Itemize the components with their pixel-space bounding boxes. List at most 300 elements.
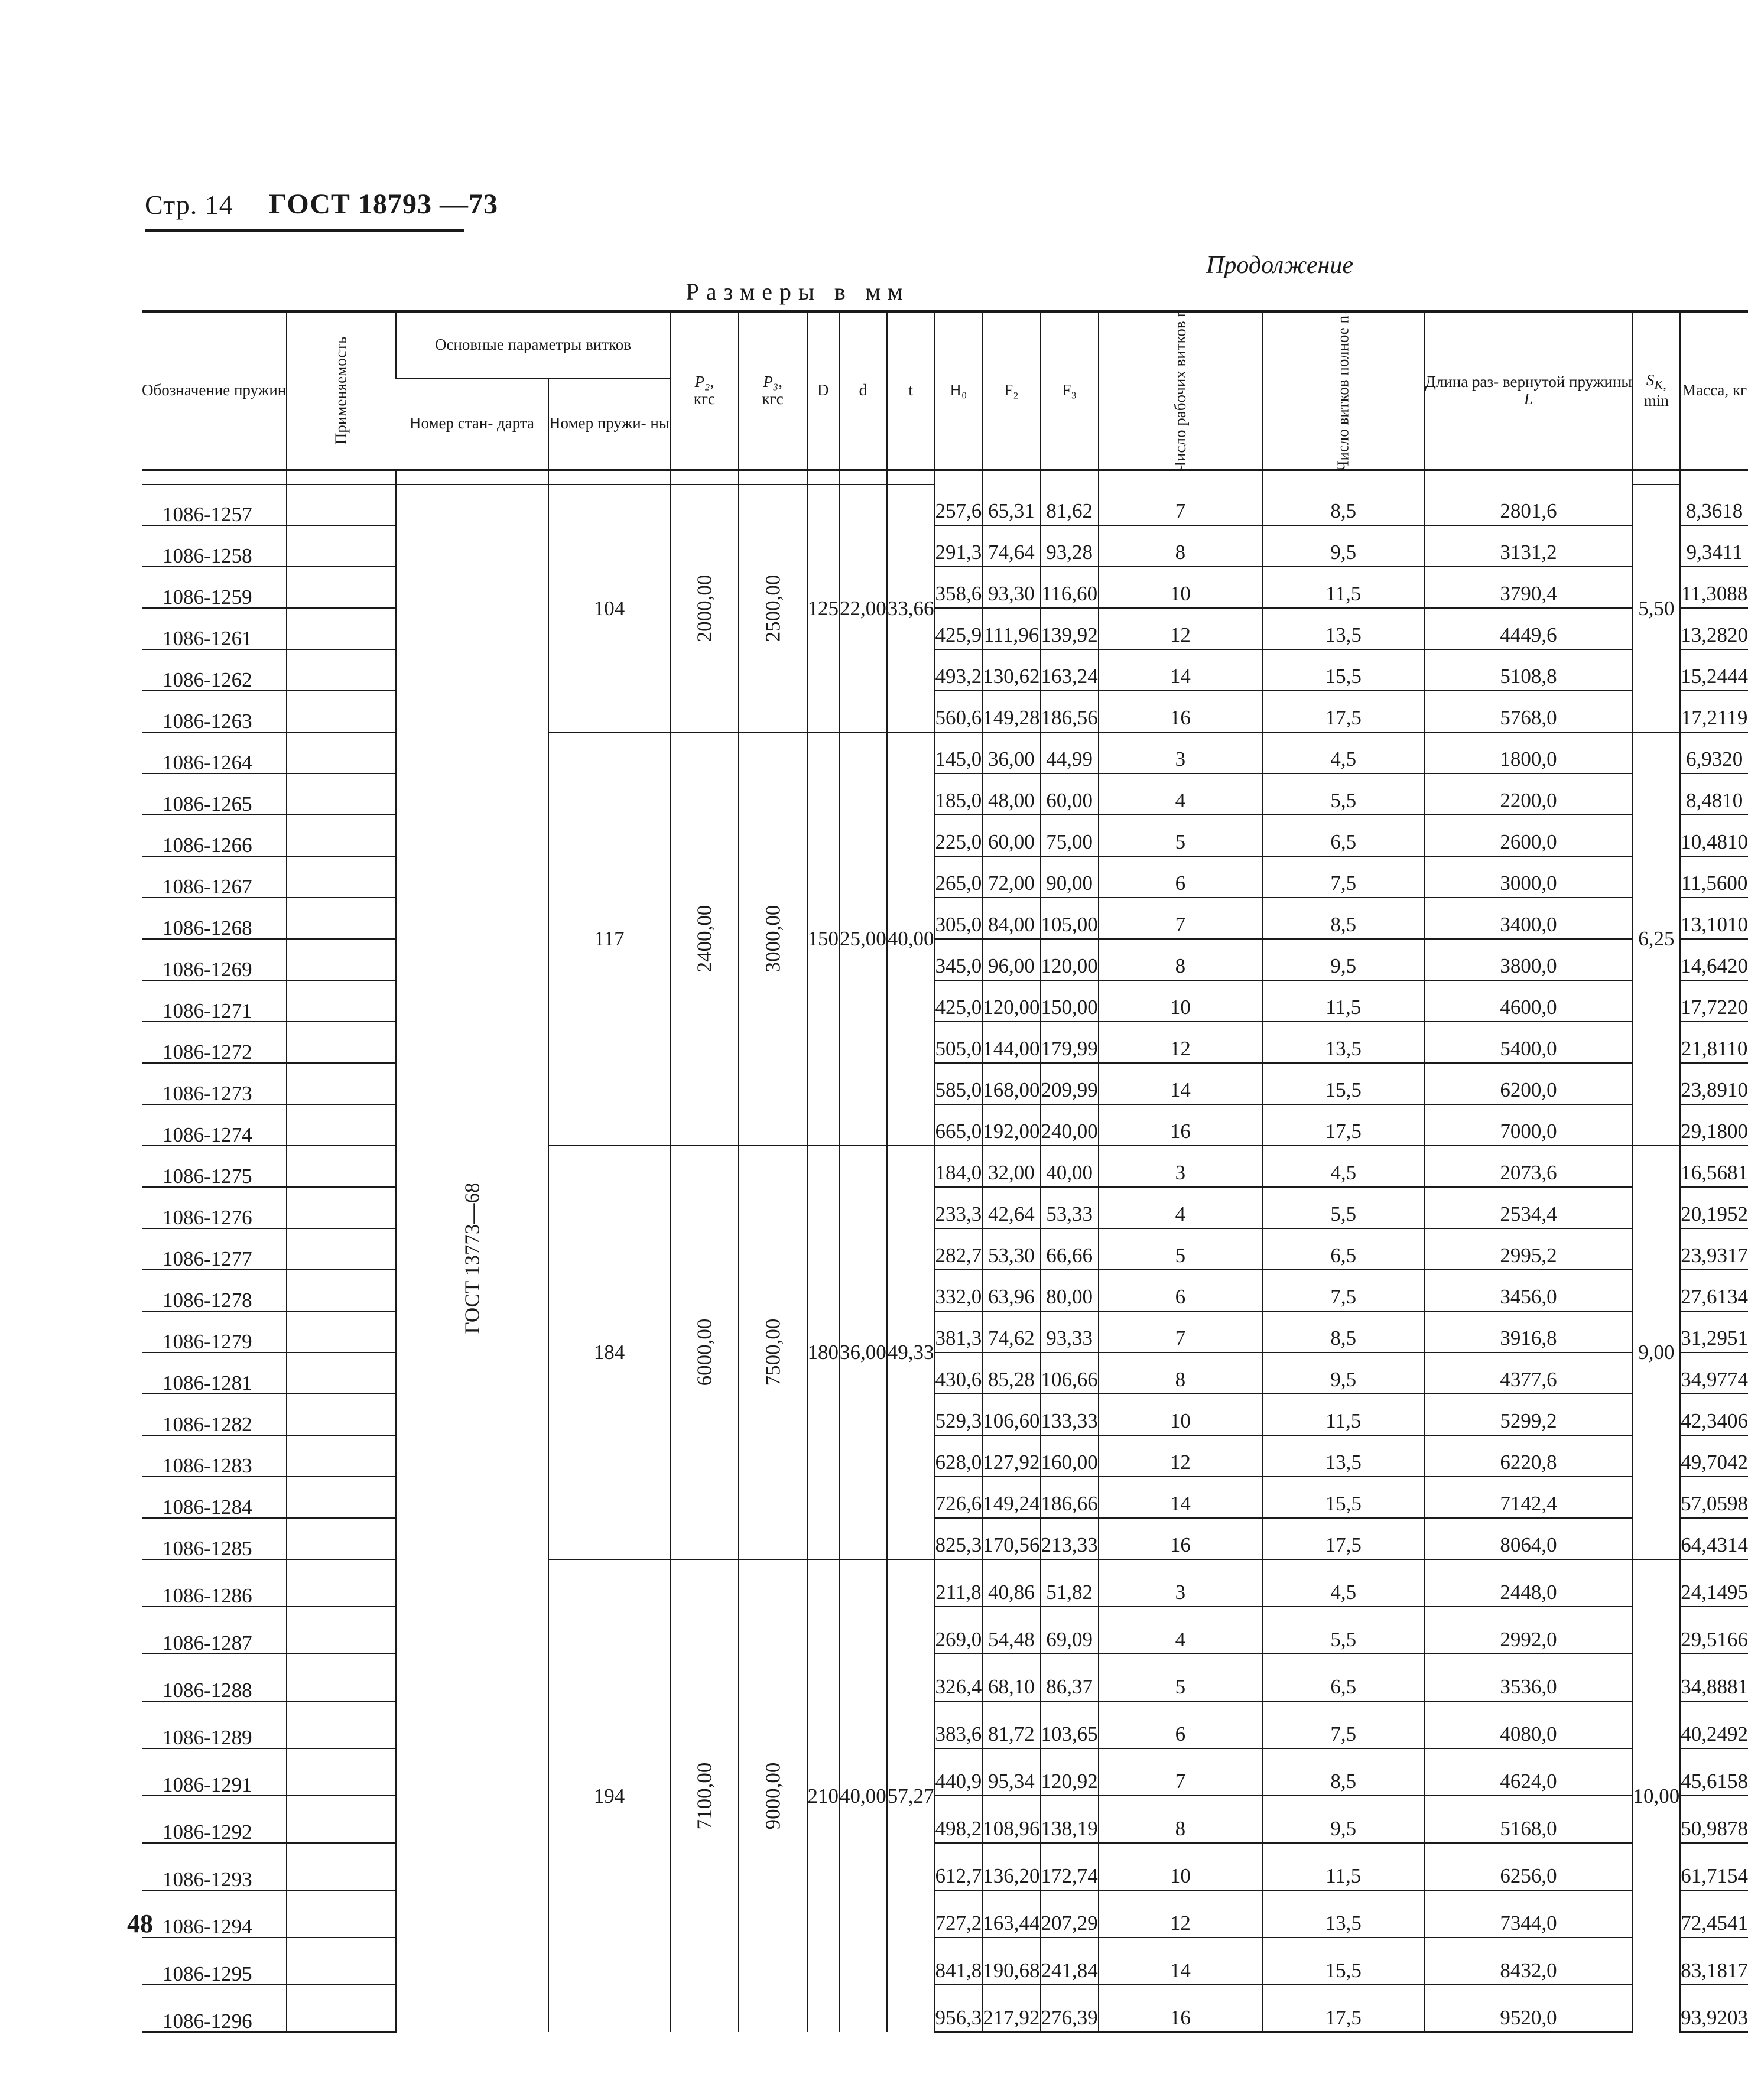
f3-cell: 139,92 xyxy=(1041,608,1099,649)
table-row xyxy=(142,1228,1748,1270)
h0-cell: 358,6 xyxy=(935,567,983,608)
l-cell: 2995,2 xyxy=(1424,1228,1632,1270)
n-cell: 5 xyxy=(1099,1654,1262,1701)
spring-designation: 1086-1296 xyxy=(142,1985,287,2032)
l-cell: 3131,2 xyxy=(1424,525,1632,567)
col-mass: Масса, кг xyxy=(1680,312,1748,470)
l-cell: 6256,0 xyxy=(1424,1843,1632,1890)
f3-cell: 241,84 xyxy=(1041,1938,1099,1985)
spring-designation: 1086-1295 xyxy=(142,1938,287,1985)
spring-designation: 1086-1275 xyxy=(142,1146,287,1187)
f3-cell: 179,99 xyxy=(1041,1022,1099,1063)
applicability-cell xyxy=(287,1796,396,1843)
l-cell: 6220,8 xyxy=(1424,1435,1632,1477)
table-header xyxy=(142,309,1748,472)
applicability-cell xyxy=(287,1938,396,1985)
t-cell: 33,66 xyxy=(887,485,935,732)
f2-cell: 85,28 xyxy=(982,1353,1040,1394)
spring-designation: 1086-1293 xyxy=(142,1843,287,1890)
f3-cell: 209,99 xyxy=(1041,1063,1099,1104)
f2-cell: 95,34 xyxy=(982,1748,1040,1796)
f2-cell: 60,00 xyxy=(982,815,1040,856)
mass-cell: 49,7042 xyxy=(1680,1435,1748,1477)
mass-cell: 14,6420 xyxy=(1680,939,1748,980)
l-cell: 5299,2 xyxy=(1424,1394,1632,1435)
f3-cell: 150,00 xyxy=(1041,980,1099,1022)
mass-cell: 21,8110 xyxy=(1680,1022,1748,1063)
table-row xyxy=(142,773,1748,815)
l-cell: 1800,0 xyxy=(1424,732,1632,773)
applicability-cell xyxy=(287,1022,396,1063)
mass-cell: 17,7220 xyxy=(1680,980,1748,1022)
table-row xyxy=(142,856,1748,898)
n-cell: 4 xyxy=(1099,1187,1262,1228)
table-body xyxy=(142,470,1748,2032)
table-row xyxy=(142,1435,1748,1477)
applicability-cell xyxy=(287,1146,396,1187)
table-row xyxy=(142,1748,1748,1796)
applicability-cell xyxy=(287,1559,396,1607)
n1-cell: 11,5 xyxy=(1262,1394,1424,1435)
f3-cell: 93,33 xyxy=(1041,1311,1099,1353)
l-cell: 4080,0 xyxy=(1424,1701,1632,1748)
mass-cell: 45,6158 xyxy=(1680,1748,1748,1796)
f3-spacer xyxy=(1041,470,1099,485)
table-row xyxy=(142,815,1748,856)
spring-designation: 1086-1278 xyxy=(142,1270,287,1311)
table-row xyxy=(142,1938,1748,1985)
col-n: Число рабочих витков n xyxy=(1099,312,1262,470)
applicability-cell xyxy=(287,898,396,939)
continuation-label: Продолжение xyxy=(1206,252,1353,279)
l-cell: 4449,6 xyxy=(1424,608,1632,649)
applicability-cell xyxy=(287,815,396,856)
spring-number-cell: 184 xyxy=(548,1146,670,1559)
applicability-cell xyxy=(287,1985,396,2032)
table-row xyxy=(142,1187,1748,1228)
l-cell: 2801,6 xyxy=(1424,485,1632,525)
h0-cell: 145,0 xyxy=(935,732,983,773)
header-underline xyxy=(145,229,464,232)
D-cell: 150 xyxy=(807,732,840,1146)
D-spacer xyxy=(807,470,840,485)
n1-cell: 17,5 xyxy=(1262,691,1424,732)
n1-cell: 11,5 xyxy=(1262,1843,1424,1890)
table-row xyxy=(142,485,1748,525)
applicability-cell xyxy=(287,649,396,691)
applicability-cell xyxy=(287,1228,396,1270)
f2-cell: 53,30 xyxy=(982,1228,1040,1270)
l-cell: 3536,0 xyxy=(1424,1654,1632,1701)
spring-designation: 1086-1283 xyxy=(142,1435,287,1477)
l-cell: 8432,0 xyxy=(1424,1938,1632,1985)
mass-cell: 50,9878 xyxy=(1680,1796,1748,1843)
table-row xyxy=(142,1104,1748,1146)
f2-cell: 106,60 xyxy=(982,1394,1040,1435)
d-cell: 22,00 xyxy=(839,485,887,732)
d-cell: 40,00 xyxy=(839,1559,887,2032)
col-sk: $S_{К,}$ min xyxy=(1632,312,1680,470)
n-cell: 16 xyxy=(1099,1985,1262,2032)
f2-cell: 111,96 xyxy=(982,608,1040,649)
l-cell: 2534,4 xyxy=(1424,1187,1632,1228)
l-cell: 4600,0 xyxy=(1424,980,1632,1022)
spring-designation: 1086-1257 xyxy=(142,485,287,525)
col-applicability: Применяемость xyxy=(287,312,396,470)
l-cell: 4377,6 xyxy=(1424,1353,1632,1394)
f3-cell: 93,28 xyxy=(1041,525,1099,567)
spring-designation: 1086-1292 xyxy=(142,1796,287,1843)
spring-designation: 1086-1273 xyxy=(142,1063,287,1104)
h0-cell: 383,6 xyxy=(935,1701,983,1748)
n-cell: 4 xyxy=(1099,1607,1262,1654)
table-row xyxy=(142,567,1748,608)
d-spacer xyxy=(839,470,887,485)
applicability-cell xyxy=(287,1104,396,1146)
p2-spacer xyxy=(670,470,739,485)
n1-cell: 13,5 xyxy=(1262,1890,1424,1938)
t-cell: 49,33 xyxy=(887,1146,935,1559)
f2-cell: 32,00 xyxy=(982,1146,1040,1187)
n1-cell: 15,5 xyxy=(1262,1938,1424,1985)
sk-cell: 5,50 xyxy=(1632,485,1680,732)
mass-cell: 10,4810 xyxy=(1680,815,1748,856)
table-row xyxy=(142,939,1748,980)
n1-cell: 8,5 xyxy=(1262,485,1424,525)
n1-cell: 15,5 xyxy=(1262,1477,1424,1518)
n-cell: 5 xyxy=(1099,815,1262,856)
sk-cell: 6,25 xyxy=(1632,732,1680,1146)
spring-designation: 1086-1264 xyxy=(142,732,287,773)
f2-cell: 120,00 xyxy=(982,980,1040,1022)
spring-designation: 1086-1265 xyxy=(142,773,287,815)
n1-cell: 8,5 xyxy=(1262,1311,1424,1353)
table-row xyxy=(142,1890,1748,1938)
f3-cell: 172,74 xyxy=(1041,1843,1099,1890)
n-cell: 8 xyxy=(1099,1353,1262,1394)
h0-cell: 269,0 xyxy=(935,1607,983,1654)
l-cell: 2073,6 xyxy=(1424,1146,1632,1187)
n1-cell: 17,5 xyxy=(1262,1985,1424,2032)
applicability-cell xyxy=(287,939,396,980)
n-cell: 12 xyxy=(1099,1022,1262,1063)
l-cell: 9520,0 xyxy=(1424,1985,1632,2032)
n-cell: 6 xyxy=(1099,856,1262,898)
spring-designation: 1086-1259 xyxy=(142,567,287,608)
f3-cell: 138,19 xyxy=(1041,1796,1099,1843)
f3-cell: 103,65 xyxy=(1041,1701,1099,1748)
f2-cell: 170,56 xyxy=(982,1518,1040,1559)
f2-cell: 74,62 xyxy=(982,1311,1040,1353)
h0-cell: 825,3 xyxy=(935,1518,983,1559)
h0-cell: 233,3 xyxy=(935,1187,983,1228)
f2-cell: 36,00 xyxy=(982,732,1040,773)
applicability-cell xyxy=(287,567,396,608)
table-row xyxy=(142,525,1748,567)
table-row xyxy=(142,1353,1748,1394)
n-cell: 3 xyxy=(1099,1559,1262,1607)
mass-cell: 34,8881 xyxy=(1680,1654,1748,1701)
n-cell: 4 xyxy=(1099,773,1262,815)
f3-cell: 66,66 xyxy=(1041,1228,1099,1270)
n1-cell: 7,5 xyxy=(1262,856,1424,898)
f2-cell: 136,20 xyxy=(982,1843,1040,1890)
f2-cell: 149,28 xyxy=(982,691,1040,732)
f2-spacer xyxy=(982,470,1040,485)
mass-cell: 6,9320 xyxy=(1680,732,1748,773)
mass-cell: 13,1010 xyxy=(1680,898,1748,939)
n1-cell: 9,5 xyxy=(1262,1353,1424,1394)
n-cell: 7 xyxy=(1099,1311,1262,1353)
mass-cell: 61,7154 xyxy=(1680,1843,1748,1890)
spring-designation: 1086-1269 xyxy=(142,939,287,980)
table-row xyxy=(142,1654,1748,1701)
f3-cell: 163,24 xyxy=(1041,649,1099,691)
f2-cell: 93,30 xyxy=(982,567,1040,608)
f2-cell: 74,64 xyxy=(982,525,1040,567)
spring-designation: 1086-1288 xyxy=(142,1654,287,1701)
p2-cell: 2400,00 xyxy=(670,732,739,1146)
f2-cell: 127,92 xyxy=(982,1435,1040,1477)
applicability-cell xyxy=(287,1607,396,1654)
l-cell: 2448,0 xyxy=(1424,1559,1632,1607)
n-cell: 12 xyxy=(1099,608,1262,649)
spring-number-spacer xyxy=(548,470,670,485)
mass-cell: 40,2492 xyxy=(1680,1701,1748,1748)
page-number: 48 xyxy=(127,1909,153,1938)
table-row xyxy=(142,1518,1748,1559)
l-cell: 5168,0 xyxy=(1424,1796,1632,1843)
n1-cell: 17,5 xyxy=(1262,1518,1424,1559)
units-caption: Размеры в мм xyxy=(685,278,910,305)
l-cell: 7000,0 xyxy=(1424,1104,1632,1146)
l-cell: 4624,0 xyxy=(1424,1748,1632,1796)
mass-cell: 72,4541 xyxy=(1680,1890,1748,1938)
n-cell: 8 xyxy=(1099,525,1262,567)
f2-cell: 168,00 xyxy=(982,1063,1040,1104)
col-n1: Число витков полное n₁ xyxy=(1262,312,1424,470)
spring-designation: 1086-1274 xyxy=(142,1104,287,1146)
mass-cell: 83,1817 xyxy=(1680,1938,1748,1985)
n-cell: 12 xyxy=(1099,1890,1262,1938)
length-spacer xyxy=(1424,470,1632,485)
h0-cell: 282,7 xyxy=(935,1228,983,1270)
mass-cell: 17,2119 xyxy=(1680,691,1748,732)
l-cell: 7142,4 xyxy=(1424,1477,1632,1518)
f2-cell: 54,48 xyxy=(982,1607,1040,1654)
D-cell: 210 xyxy=(807,1559,840,2032)
h0-cell: 956,3 xyxy=(935,1985,983,2032)
col-std-number: Номер стан- дарта xyxy=(396,378,548,470)
f3-cell: 105,00 xyxy=(1041,898,1099,939)
h0-cell: 345,0 xyxy=(935,939,983,980)
spring-designation: 1086-1271 xyxy=(142,980,287,1022)
h0-cell: 430,6 xyxy=(935,1353,983,1394)
table-row xyxy=(142,1559,1748,1607)
mass-cell: 11,5600 xyxy=(1680,856,1748,898)
col-coil-params: Основные параметры витков xyxy=(396,312,670,378)
std-spacer xyxy=(396,470,548,485)
applicability-cell xyxy=(287,1654,396,1701)
mass-cell: 27,6134 xyxy=(1680,1270,1748,1311)
h0-cell: 498,2 xyxy=(935,1796,983,1843)
l-cell: 5108,8 xyxy=(1424,649,1632,691)
f2-cell: 190,68 xyxy=(982,1938,1040,1985)
f2-cell: 217,92 xyxy=(982,1985,1040,2032)
n-cell: 16 xyxy=(1099,1104,1262,1146)
n-cell: 16 xyxy=(1099,691,1262,732)
table-row xyxy=(142,980,1748,1022)
mass-cell: 23,8910 xyxy=(1680,1063,1748,1104)
t-spacer xyxy=(887,470,935,485)
table-row xyxy=(142,1477,1748,1518)
n1-spacer xyxy=(1262,470,1424,485)
mass-cell: 29,5166 xyxy=(1680,1607,1748,1654)
col-p2: P₂, кгс xyxy=(670,312,739,470)
n1-cell: 13,5 xyxy=(1262,1435,1424,1477)
col-spring-number: Номер пружи- ны xyxy=(548,378,670,470)
applicability-cell xyxy=(287,1063,396,1104)
mass-cell: 23,9317 xyxy=(1680,1228,1748,1270)
applicability-cell xyxy=(287,1518,396,1559)
l-cell: 2600,0 xyxy=(1424,815,1632,856)
n-cell: 14 xyxy=(1099,649,1262,691)
mass-cell: 11,3088 xyxy=(1680,567,1748,608)
applicability-cell xyxy=(287,856,396,898)
applicability-cell xyxy=(287,1435,396,1477)
n1-cell: 6,5 xyxy=(1262,1654,1424,1701)
table-row xyxy=(142,1796,1748,1843)
n1-cell: 9,5 xyxy=(1262,1796,1424,1843)
applicability-cell xyxy=(287,1477,396,1518)
f2-cell: 149,24 xyxy=(982,1477,1040,1518)
spring-number-cell: 104 xyxy=(548,485,670,732)
page-label: Стр. 14 xyxy=(145,190,233,220)
p3-cell: 7500,00 xyxy=(739,1146,807,1559)
spring-designation: 1086-1279 xyxy=(142,1311,287,1353)
table-row xyxy=(142,1843,1748,1890)
p3-spacer xyxy=(739,470,807,485)
mass-cell: 42,3406 xyxy=(1680,1394,1748,1435)
h0-cell: 185,0 xyxy=(935,773,983,815)
applicability-spacer xyxy=(287,470,396,485)
spring-designation: 1086-1286 xyxy=(142,1559,287,1607)
spring-designation: 1086-1266 xyxy=(142,815,287,856)
applicability-cell xyxy=(287,1270,396,1311)
h0-cell: 305,0 xyxy=(935,898,983,939)
f3-cell: 186,56 xyxy=(1041,691,1099,732)
f2-cell: 81,72 xyxy=(982,1701,1040,1748)
applicability-cell xyxy=(287,980,396,1022)
f3-cell: 80,00 xyxy=(1041,1270,1099,1311)
f3-cell: 276,39 xyxy=(1041,1985,1099,2032)
f3-cell: 213,33 xyxy=(1041,1518,1099,1559)
table-row xyxy=(142,1701,1748,1748)
f2-cell: 48,00 xyxy=(982,773,1040,815)
n1-cell: 4,5 xyxy=(1262,1146,1424,1187)
h0-cell: 585,0 xyxy=(935,1063,983,1104)
f3-cell: 75,00 xyxy=(1041,815,1099,856)
n1-cell: 13,5 xyxy=(1262,608,1424,649)
applicability-cell xyxy=(287,1890,396,1938)
n1-cell: 6,5 xyxy=(1262,815,1424,856)
t-cell: 40,00 xyxy=(887,732,935,1146)
f2-cell: 72,00 xyxy=(982,856,1040,898)
applicability-cell xyxy=(287,1187,396,1228)
col-length: Длина раз- вернутой пружины L xyxy=(1424,312,1632,470)
h0-cell: 727,2 xyxy=(935,1890,983,1938)
n-cell: 14 xyxy=(1099,1938,1262,1985)
h0-cell: 291,3 xyxy=(935,525,983,567)
f3-cell: 53,33 xyxy=(1041,1187,1099,1228)
p3-cell: 2500,00 xyxy=(739,485,807,732)
h0-cell: 560,6 xyxy=(935,691,983,732)
h0-cell: 184,0 xyxy=(935,1146,983,1187)
n1-cell: 7,5 xyxy=(1262,1701,1424,1748)
h0-cell: 326,4 xyxy=(935,1654,983,1701)
col-p3: P₃, кгс xyxy=(739,312,807,470)
t-cell: 57,27 xyxy=(887,1559,935,2032)
n-cell: 8 xyxy=(1099,939,1262,980)
spring-designation: 1086-1267 xyxy=(142,856,287,898)
p3-cell: 3000,00 xyxy=(739,732,807,1146)
h0-cell: 211,8 xyxy=(935,1559,983,1607)
sk-cell: 10,00 xyxy=(1632,1559,1680,2032)
n1-cell: 5,5 xyxy=(1262,1607,1424,1654)
applicability-cell xyxy=(287,1748,396,1796)
applicability-cell xyxy=(287,1353,396,1394)
n1-cell: 8,5 xyxy=(1262,898,1424,939)
f2-cell: 63,96 xyxy=(982,1270,1040,1311)
mass-cell: 57,0598 xyxy=(1680,1477,1748,1518)
table-row xyxy=(142,1063,1748,1104)
h0-cell: 332,0 xyxy=(935,1270,983,1311)
n-cell: 5 xyxy=(1099,1228,1262,1270)
table-row xyxy=(142,649,1748,691)
l-cell: 3800,0 xyxy=(1424,939,1632,980)
h0-cell: 493,2 xyxy=(935,649,983,691)
h0-cell: 505,0 xyxy=(935,1022,983,1063)
n-cell: 10 xyxy=(1099,980,1262,1022)
spring-designation: 1086-1263 xyxy=(142,691,287,732)
f3-cell: 44,99 xyxy=(1041,732,1099,773)
applicability-cell xyxy=(287,691,396,732)
f3-cell: 160,00 xyxy=(1041,1435,1099,1477)
spring-number-cell: 117 xyxy=(548,732,670,1146)
table-row xyxy=(142,898,1748,939)
applicability-cell xyxy=(287,1394,396,1435)
p2-cell: 7100,00 xyxy=(670,1559,739,2032)
h0-cell: 381,3 xyxy=(935,1311,983,1353)
h0-spacer xyxy=(935,470,983,485)
designation-spacer xyxy=(142,470,287,485)
table-row xyxy=(142,1146,1748,1187)
applicability-cell xyxy=(287,525,396,567)
h0-cell: 265,0 xyxy=(935,856,983,898)
applicability-cell xyxy=(287,485,396,525)
n1-cell: 17,5 xyxy=(1262,1104,1424,1146)
n-cell: 10 xyxy=(1099,1843,1262,1890)
f2-cell: 40,86 xyxy=(982,1559,1040,1607)
f3-cell: 40,00 xyxy=(1041,1146,1099,1187)
spring-designation: 1086-1282 xyxy=(142,1394,287,1435)
applicability-cell xyxy=(287,1701,396,1748)
spring-designation: 1086-1276 xyxy=(142,1187,287,1228)
n1-cell: 4,5 xyxy=(1262,732,1424,773)
spring-designation: 1086-1284 xyxy=(142,1477,287,1518)
n1-cell: 7,5 xyxy=(1262,1270,1424,1311)
l-cell: 5400,0 xyxy=(1424,1022,1632,1063)
